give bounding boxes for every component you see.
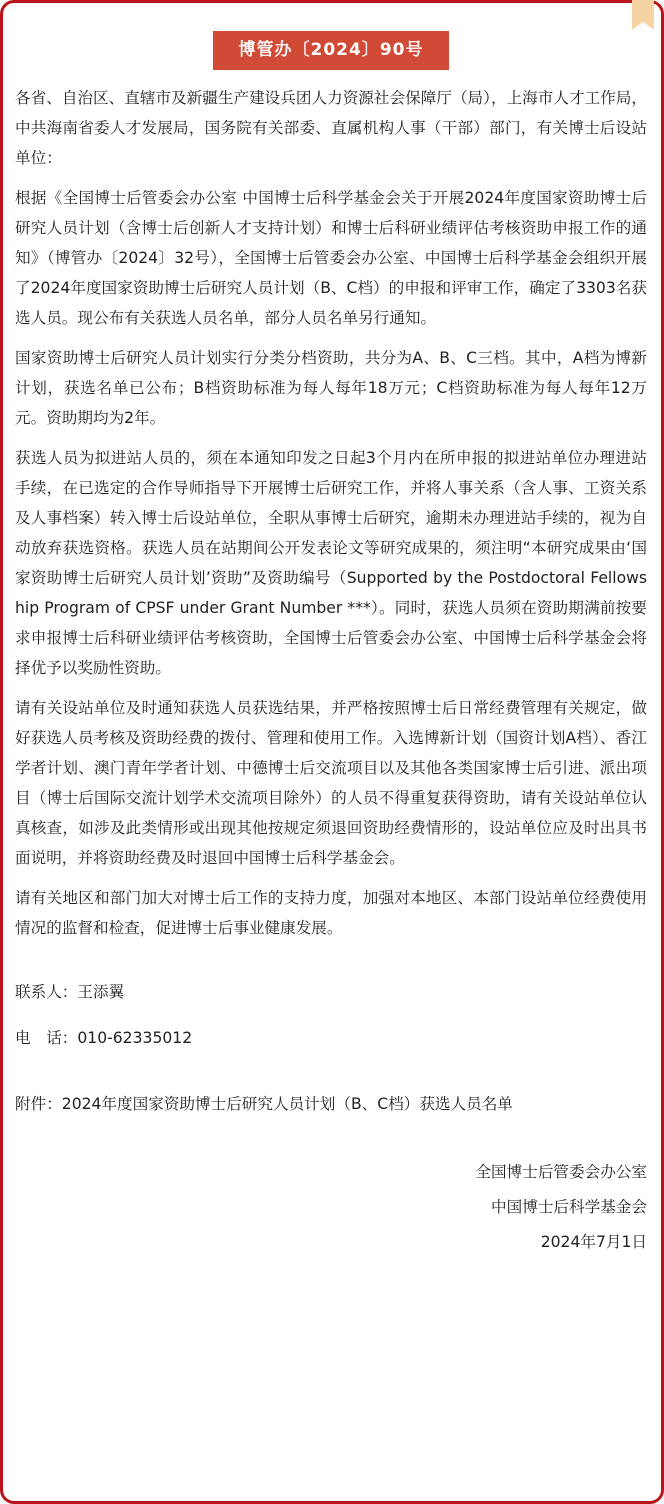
paragraph-funding-levels: 国家资助博士后研究人员计划实行分类分档资助，共分为A、B、C三档。其中，A档为博新计划，获选名单已公布；B档资助标准为每人每年18万元；C档资助标准为每人每年12万元。资助期均为2年。 — [15, 349, 647, 427]
contact-person: 联系人：王添翼 — [15, 983, 125, 1001]
document-number-badge: 博管办〔2024〕90号 — [213, 31, 449, 70]
paragraph-support-request: 请有关地区和部门加大对博士后工作的支持力度，加强对本地区、本部门设站单位经费使用情况的监督和检查，促进博士后事业健康发展。 — [15, 889, 647, 937]
paragraph-selected-requirements: 获选人员为拟进站人员的，须在本通知印发之日起3个月内在所申报的拟进站单位办理进站手续，在已选定的合作导师指导下开展博士后研究工作，并将人事关系（含人事、工资关系及人事档案）转入博士后设站单位，全职从事博士后研究，逾期未办理进站手续的，视为自动放弃获选资格。获选人员在站期间公开发表论文等研究成果的，须注明“本研究成果由‘国家资助博士后研究人员计划’资助”及资助编号（Supported by the Postdoctoral Fellowship Program of CPSF under Grant Number ***）。同时，获选人员须在资助期满前按要求申报博士后科研业绩评估考核资助，全国博士后管委会办公室、中国博士后科学基金会将择优予以奖励性资助。 — [15, 449, 647, 677]
paragraph-basis: 根据《全国博士后管委会办公室 中国博士后科学基金会关于开展2024年度国家资助博士后研究人员计划（含博士后创新人才支持计划）和博士后科研业绩评估考核资助申报工作的通知》（博管办〔2024〕32号），全国博士后管委会办公室、中国博士后科学基金会组织开展了2024年度国家资助博士后研究人员计划（B、C档）的申报和评审工作，确定了3303名获选人员。现公布有关获选人员名单，部分人员名单另行通知。 — [15, 189, 647, 327]
salutation: 各省、自治区、直辖市及新疆生产建设兵团人力资源社会保障厅（局），上海市人才工作局，中共海南省委人才发展局，国务院有关部委、直属机构人事（干部）部门，有关博士后设站单位： — [15, 89, 647, 167]
paragraph-unit-responsibilities: 请有关设站单位及时通知获选人员获选结果，并严格按照博士后日常经费管理有关规定，做好获选人员考核及资助经费的拨付、管理和使用工作。入选博新计划（国资计划A档）、香江学者计划、澳门青年学者计划、中德博士后交流项目以及其他各类国家博士后引进、派出项目（博士后国际交流计划学术交流项目除外）的人员不得重复获得资助，请有关设站单位认真核查，如涉及此类情形或出现其他按规定须退回资助经费情形的，设站单位应及时出具书面说明，并将资助经费及时退回中国博士后科学基金会。 — [15, 699, 647, 867]
signature-office: 全国博士后管委会办公室 — [475, 1163, 647, 1181]
document-body — [15, 83, 647, 1260]
attachment-line: 附件：2024年度国家资助博士后研究人员计划（B、C档）获选人员名单 — [15, 1095, 513, 1113]
signature-foundation: 中国博士后科学基金会 — [491, 1198, 647, 1216]
signature-block — [15, 1155, 647, 1260]
contact-phone: 电 话：010-62335012 — [15, 1029, 193, 1047]
document-date: 2024年7月1日 — [540, 1233, 647, 1251]
